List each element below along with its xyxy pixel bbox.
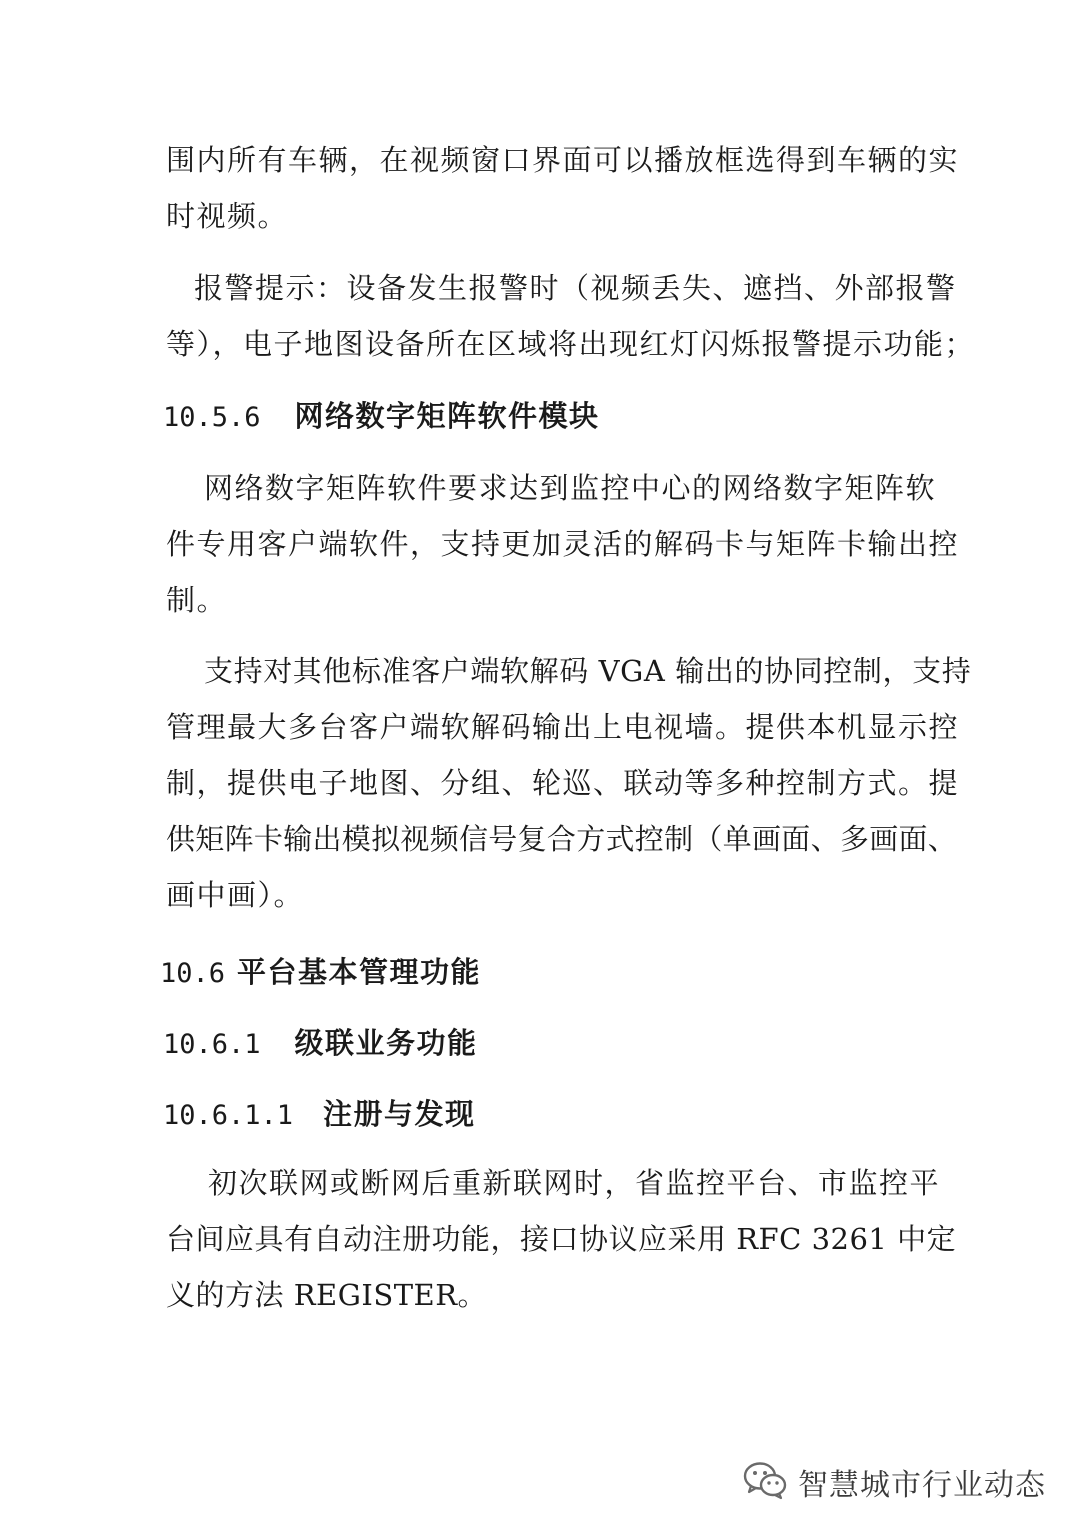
section-heading bbox=[160, 954, 481, 992]
watermark bbox=[742, 1462, 1046, 1502]
wechat-icon bbox=[742, 1460, 788, 1504]
paragraph-line: 报警提示：设备发生报警时（视频丢失、遮挡、外部报警 bbox=[194, 271, 957, 305]
section-title: 注册与发现 bbox=[323, 1097, 476, 1131]
paragraph-line: 支持对其他标准客户端软解码 VGA 输出的协同控制，支持 bbox=[204, 654, 972, 688]
section-number: 10.6.1 bbox=[163, 1029, 261, 1060]
section-number: 10.6 bbox=[160, 958, 226, 989]
section-heading bbox=[163, 1096, 476, 1134]
paragraph-line: 画中画）。 bbox=[166, 878, 305, 912]
paragraph-line: 制。 bbox=[166, 583, 228, 617]
paragraph-line: 时视频。 bbox=[166, 199, 289, 233]
paragraph-line: 等），电子地图设备所在区域将出现红灯闪烁报警提示功能； bbox=[166, 327, 976, 361]
section-title: 网络数字矩阵软件模块 bbox=[294, 399, 600, 433]
section-heading bbox=[163, 398, 600, 436]
paragraph-line: 件专用客户端软件，支持更加灵活的解码卡与矩阵卡输出控 bbox=[166, 527, 960, 561]
section-number: 10.6.1.1 bbox=[163, 1100, 294, 1131]
section-heading bbox=[163, 1025, 478, 1063]
watermark-text: 智慧城市行业动态 bbox=[798, 1468, 1046, 1503]
section-title: 平台基本管理功能 bbox=[237, 955, 482, 989]
paragraph-line: 围内所有车辆，在视频窗口界面可以播放框选得到车辆的实 bbox=[166, 143, 960, 177]
paragraph-line: 台间应具有自动注册功能，接口协议应采用 RFC 3261 中定 bbox=[166, 1222, 957, 1256]
paragraph-line: 管理最大多台客户端软解码输出上电视墙。提供本机显示控 bbox=[166, 710, 960, 744]
paragraph-line: 网络数字矩阵软件要求达到监控中心的网络数字矩阵软 bbox=[204, 471, 937, 505]
paragraph-line: 供矩阵卡输出模拟视频信号复合方式控制（单画面、多画面、 bbox=[166, 822, 958, 856]
section-number: 10.5.6 bbox=[163, 402, 261, 433]
section-title: 级联业务功能 bbox=[294, 1026, 478, 1060]
paragraph-line: 初次联网或断网后重新联网时，省监控平台、市监控平 bbox=[208, 1166, 941, 1200]
paragraph-line: 义的方法 REGISTER。 bbox=[166, 1278, 488, 1312]
paragraph-line: 制，提供电子地图、分组、轮巡、联动等多种控制方式。提 bbox=[166, 766, 960, 800]
